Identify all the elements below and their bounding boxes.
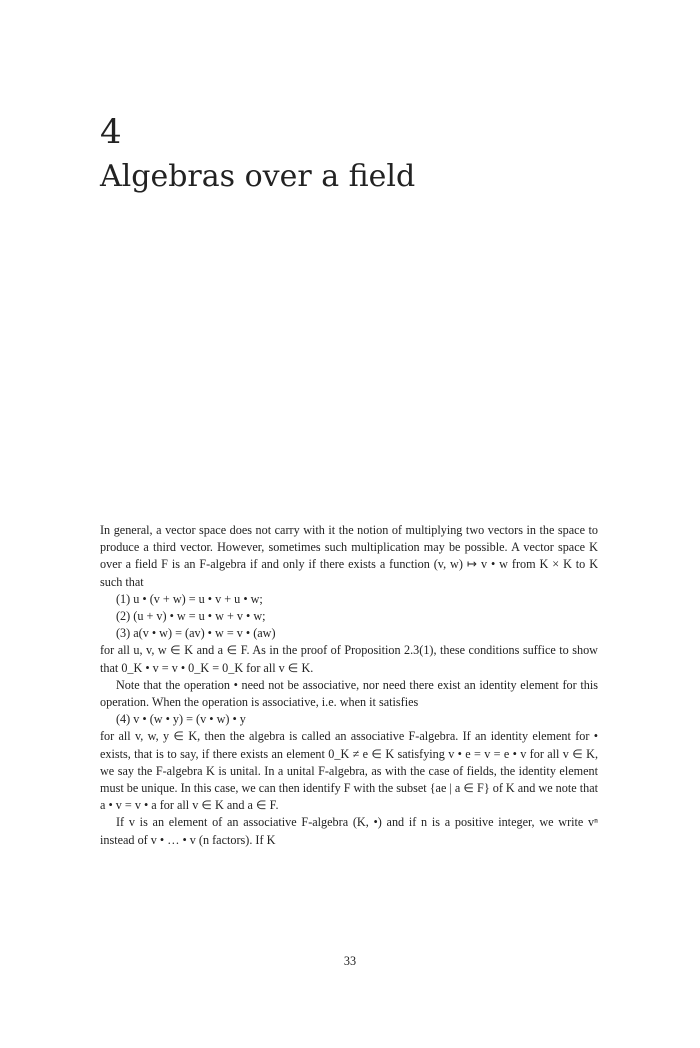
- condition-2: (2) (u + v) • w = u • w + v • w;: [116, 609, 266, 624]
- condition-3: (3) a(v • w) = (av) • w = v • (aw): [116, 626, 276, 641]
- conditions-note-paragraph: for all u, v, w ∈ K and a ∈ F. As in the proof of Proposition 2.3(1), these conditions suffice to show that 0_K • v = v • 0_K = 0_K for all v ∈ K.: [100, 643, 598, 675]
- condition-4: (4) v • (w • y) = (v • w) • y: [116, 712, 246, 727]
- associativity-paragraph: Note that the operation • need not be associative, nor need there exist an identity element for this operation. When the operation is associative, i.e. when it satisfies: [100, 677, 598, 710]
- page-number: 33: [343, 954, 357, 968]
- condition-1: (1) u • (v + w) = u • v + u • w;: [116, 591, 263, 606]
- chapter-number: 4: [100, 112, 122, 152]
- chapter-title: Algebras over a field: [100, 159, 416, 194]
- powers-paragraph: If v is an element of an associative F-algebra (K, •) and if n is a positive integer, we write vⁿ instead of v • … • v (n factors). If K: [100, 815, 598, 847]
- chapter-body: [100, 522, 598, 849]
- intro-paragraph: In general, a vector space does not carry with it the notion of multiplying two vectors in the space to produce a third vector. However, sometimes such multiplication may be possible. A vector space K over a field F is an F-algebra if and only if there exists a function (v, w) ↦ v • w from K × K to K such that: [100, 523, 598, 589]
- unital-paragraph: for all v, w, y ∈ K, then the algebra is called an associative F-algebra. If an identity element for • exists, that is to say, if there exists an element 0_K ≠ e ∈ K satisfying v • e = v = e • v for all v ∈ K, we say the F-algebra K is unital. In a unital F-algebra, as with the case of fields, the identity element must be unique. In this case, we can then identify F with the subset {ae | a ∈ F} of K and we note that a • v = v • a for all v ∈ K and a ∈ F.: [100, 729, 598, 813]
